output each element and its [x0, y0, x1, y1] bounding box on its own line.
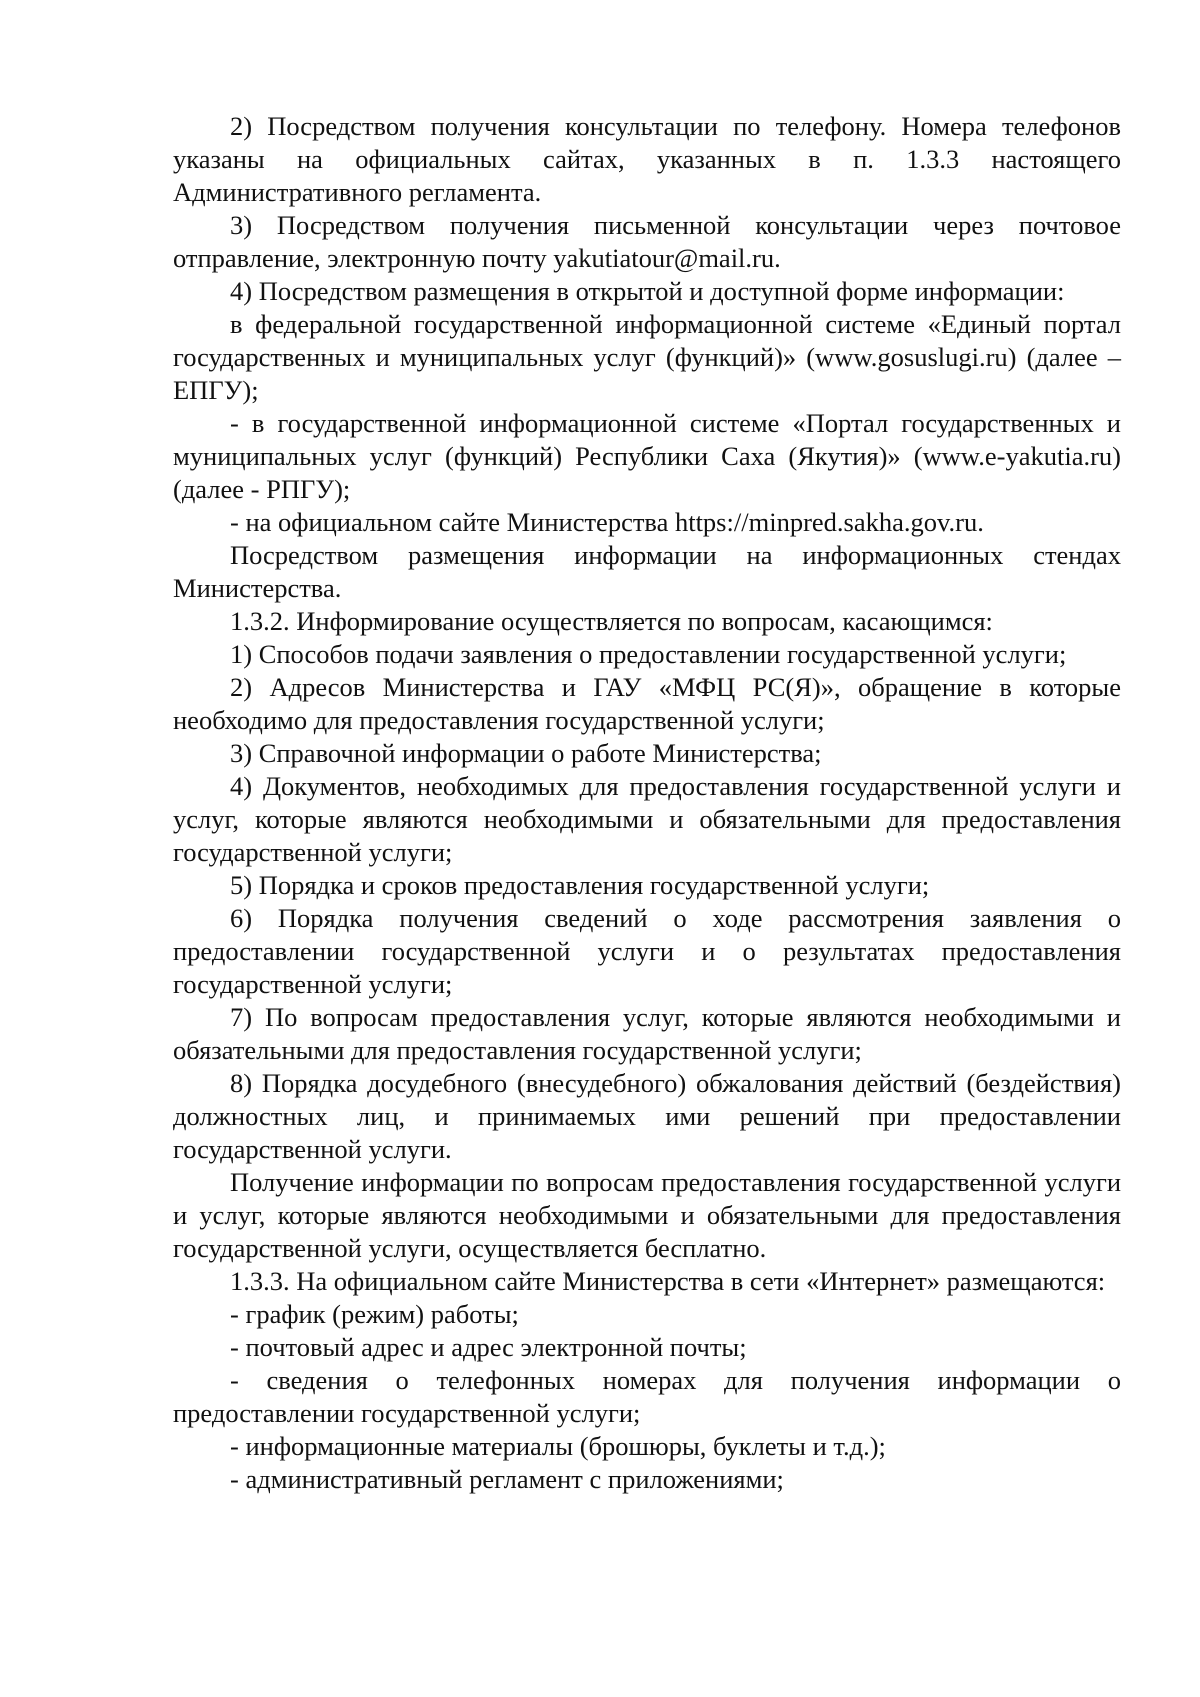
paragraph-section-1-3-3: 1.3.3. На официальном сайте Министерства в сети «Интернет» размещаются: [230, 1266, 1106, 1296]
paragraph-section-1-3-2: 1.3.2. Информирование осуществляется по вопросам, касающимся: [230, 606, 993, 636]
list-item-regulation: - административный регламент с приложениями; [230, 1464, 784, 1494]
list-item-1-methods: 1) Способов подачи заявления о предоставлении государственной услуги; [230, 639, 1067, 669]
list-item-phone-numbers: - сведения о телефонных номерах для получения информации о предоставлении государственной услуги; [173, 1365, 1121, 1428]
list-item-3-reference: 3) Справочной информации о работе Министерства; [230, 738, 822, 768]
list-item-7-services: 7) По вопросам предоставления услуг, которые являются необходимыми и обязательными для предоставления государственной услуги; [173, 1002, 1121, 1065]
paragraph-item-4-publication: 4) Посредством размещения в открытой и доступной форме информации: [230, 276, 1065, 306]
paragraph-item-3-written: 3) Посредством получения письменной консультации через почтовое отправление, электронную почту yakutiatour@mail.ru. [173, 210, 1121, 273]
list-item-5-terms: 5) Порядка и сроков предоставления государственной услуги; [230, 870, 930, 900]
document-page [173, 110, 1121, 1496]
paragraph-epgu: в федеральной государственной информационной системе «Единый портал государственных и муниципальных услуг (функций)» (www.gosuslugi.ru) (далее – ЕПГУ); [173, 309, 1121, 405]
list-item-materials: - информационные материалы (брошюры, буклеты и т.д.); [230, 1431, 886, 1461]
list-item-postal-address: - почтовый адрес и адрес электронной почты; [230, 1332, 747, 1362]
paragraph-rpgu: - в государственной информационной системе «Портал государственных и муниципальных услуг (функций) Республики Саха (Якутия)» (www.e-yakutia.ru) (далее - РПГУ); [173, 408, 1121, 504]
list-item-2-addresses: 2) Адресов Министерства и ГАУ «МФЦ РС(Я)», обращение в которые необходимо для предоставления государственной услуги; [173, 672, 1121, 735]
paragraph-ministry-site: - на официальном сайте Министерства https://minpred.sakha.gov.ru. [230, 507, 984, 537]
list-item-4-documents: 4) Документов, необходимых для предоставления государственной услуги и услуг, которые являются необходимыми и обязательными для предоставления государственной услуги; [173, 771, 1121, 867]
list-item-6-progress: 6) Порядка получения сведений о ходе рассмотрения заявления о предоставлении государственной услуги и о результатах предоставления государственной услуги; [173, 903, 1121, 999]
paragraph-free-info: Получение информации по вопросам предоставления государственной услуги и услуг, которые являются необходимыми и обязательными для предоставления государственной услуги, осуществляется бесплатно. [173, 1167, 1121, 1263]
list-item-schedule: - график (режим) работы; [230, 1299, 519, 1329]
paragraph-item-2-phone: 2) Посредством получения консультации по телефону. Номера телефонов указаны на официальных сайтах, указанных в п. 1.3.3 настоящего Административного регламента. [173, 111, 1121, 207]
list-item-8-appeal: 8) Порядка досудебного (внесудебного) обжалования действий (бездействия) должностных лиц, и принимаемых ими решений при предоставлении государственной услуги. [173, 1068, 1121, 1164]
paragraph-stands: Посредством размещения информации на информационных стендах Министерства. [173, 540, 1121, 603]
